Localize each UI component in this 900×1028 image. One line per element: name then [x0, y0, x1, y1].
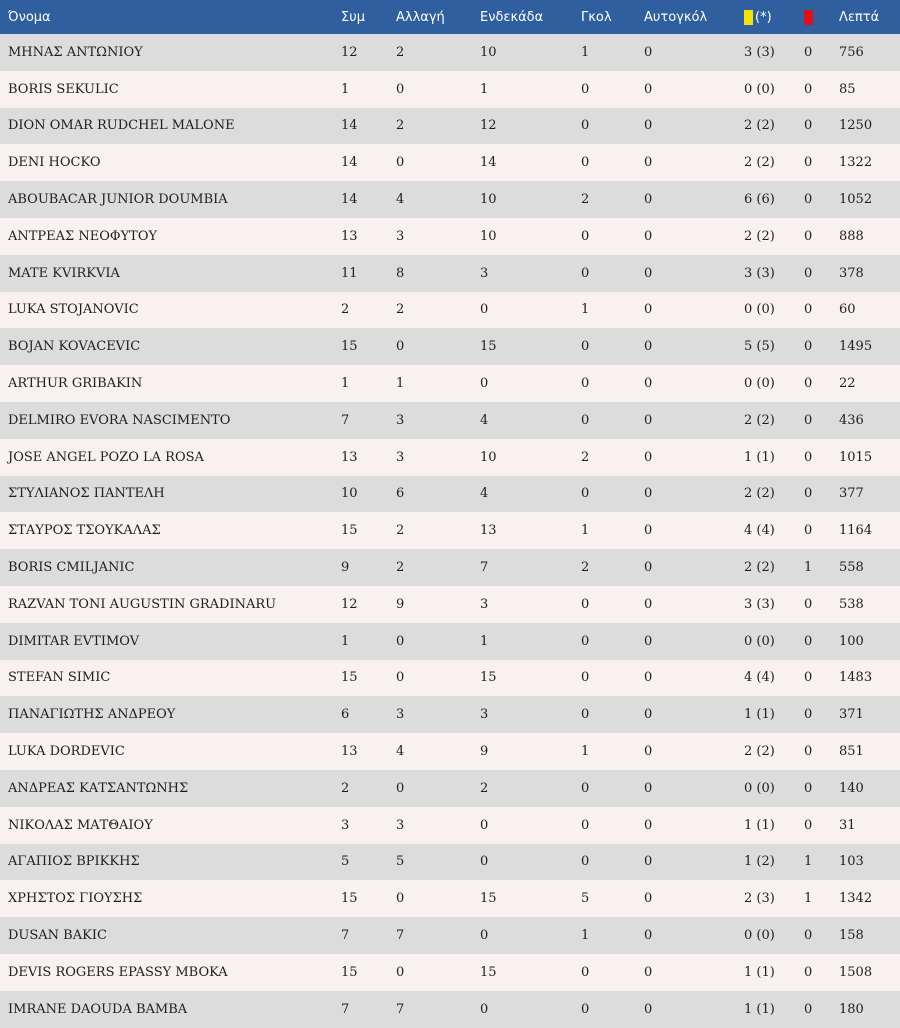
table-row	[0, 512, 900, 549]
yellow-cards-cell: 4 (4)	[744, 523, 775, 539]
subs-cell: 3	[396, 817, 405, 833]
minutes-cell: 1483	[839, 670, 873, 686]
yellow-cards-cell: 6 (6)	[744, 192, 775, 208]
minutes-cell: 371	[839, 707, 864, 723]
table-row	[0, 954, 900, 991]
yellow-cards-cell: 2 (2)	[744, 155, 775, 171]
own-goals-cell: 0	[644, 302, 653, 318]
goals-cell: 1	[581, 44, 590, 60]
yellow-cards-cell: 2 (2)	[744, 744, 775, 760]
apps-cell: 5	[341, 854, 350, 870]
own-goals-cell: 0	[644, 891, 653, 907]
own-goals-cell: 0	[644, 633, 653, 649]
yellow-cards-cell: 2 (3)	[744, 891, 775, 907]
table-row	[0, 623, 900, 660]
minutes-cell: 888	[839, 228, 864, 244]
subs-cell: 3	[396, 707, 405, 723]
starts-cell: 15	[480, 964, 497, 980]
apps-cell: 7	[341, 928, 350, 944]
starts-cell: 0	[480, 928, 489, 944]
player-name: ARTHUR GRIBAKIN	[8, 376, 143, 392]
minutes-cell: 1164	[839, 523, 873, 539]
table-row	[0, 844, 900, 881]
own-goals-cell: 0	[644, 670, 653, 686]
table-row	[0, 71, 900, 108]
own-goals-cell: 0	[644, 928, 653, 944]
starts-cell: 3	[480, 707, 489, 723]
apps-cell: 14	[341, 192, 358, 208]
red-cards-cell: 0	[804, 1001, 813, 1017]
starts-cell: 4	[480, 486, 489, 502]
starts-cell: 0	[480, 302, 489, 318]
header-subs[interactable]: Αλλαγή	[396, 9, 445, 25]
subs-cell: 1	[396, 376, 405, 392]
table-row	[0, 328, 900, 365]
starts-cell: 0	[480, 817, 489, 833]
minutes-cell: 538	[839, 596, 864, 612]
own-goals-cell: 0	[644, 523, 653, 539]
apps-cell: 11	[341, 265, 358, 281]
goals-cell: 0	[581, 339, 590, 355]
apps-cell: 1	[341, 376, 350, 392]
table-row	[0, 807, 900, 844]
subs-cell: 0	[396, 964, 405, 980]
subs-cell: 4	[396, 744, 405, 760]
starts-cell: 10	[480, 44, 497, 60]
own-goals-cell: 0	[644, 486, 653, 502]
starts-cell: 1	[480, 633, 489, 649]
apps-cell: 7	[341, 1001, 350, 1017]
own-goals-cell: 0	[644, 412, 653, 428]
player-name: DEVIS ROGERS EPASSY MBOKA	[8, 964, 228, 980]
subs-cell: 7	[396, 1001, 405, 1017]
goals-cell: 0	[581, 81, 590, 97]
red-card-icon	[804, 10, 813, 25]
yellow-cards-cell: 0 (0)	[744, 376, 775, 392]
goals-cell: 0	[581, 376, 590, 392]
red-cards-cell: 0	[804, 596, 813, 612]
goals-cell: 1	[581, 928, 590, 944]
red-cards-cell: 0	[804, 118, 813, 134]
apps-cell: 3	[341, 817, 350, 833]
header-minutes[interactable]: Λεπτά	[839, 9, 880, 25]
table-row	[0, 144, 900, 181]
starts-cell: 0	[480, 854, 489, 870]
player-name: BOJAN KOVACEVIC	[8, 339, 141, 355]
goals-cell: 0	[581, 1001, 590, 1017]
goals-cell: 0	[581, 707, 590, 723]
red-cards-cell: 0	[804, 928, 813, 944]
own-goals-cell: 0	[644, 376, 653, 392]
own-goals-cell: 0	[644, 192, 653, 208]
table-header-row	[0, 0, 900, 34]
yellow-cards-cell: 0 (0)	[744, 302, 775, 318]
minutes-cell: 31	[839, 817, 856, 833]
goals-cell: 0	[581, 854, 590, 870]
player-name: DELMIRO EVORA NASCIMENTO	[8, 412, 231, 428]
yellow-card-icon	[744, 10, 753, 25]
starts-cell: 2	[480, 780, 489, 796]
own-goals-cell: 0	[644, 707, 653, 723]
goals-cell: 0	[581, 596, 590, 612]
table-row	[0, 733, 900, 770]
red-cards-cell: 0	[804, 633, 813, 649]
red-cards-cell: 0	[804, 964, 813, 980]
minutes-cell: 22	[839, 376, 856, 392]
minutes-cell: 103	[839, 854, 864, 870]
subs-cell: 0	[396, 633, 405, 649]
player-name: BORIS CMILJANIC	[8, 560, 135, 576]
player-name: ΑΓΑΠΙΟΣ ΒΡΙΚΚΗΣ	[8, 854, 140, 870]
table-row	[0, 108, 900, 145]
minutes-cell: 85	[839, 81, 856, 97]
apps-cell: 12	[341, 44, 358, 60]
own-goals-cell: 0	[644, 744, 653, 760]
red-cards-cell: 0	[804, 265, 813, 281]
minutes-cell: 436	[839, 412, 864, 428]
subs-cell: 7	[396, 928, 405, 944]
starts-cell: 10	[480, 228, 497, 244]
yellow-cards-cell: 2 (2)	[744, 412, 775, 428]
table-row	[0, 402, 900, 439]
player-name: BORIS SEKULIC	[8, 81, 119, 97]
player-name: LUKA STOJANOVIC	[8, 302, 139, 318]
starts-cell: 7	[480, 560, 489, 576]
table-row	[0, 365, 900, 402]
subs-cell: 5	[396, 854, 405, 870]
own-goals-cell: 0	[644, 81, 653, 97]
goals-cell: 0	[581, 265, 590, 281]
own-goals-cell: 0	[644, 339, 653, 355]
red-cards-cell: 0	[804, 412, 813, 428]
yellow-cards-cell: 2 (2)	[744, 486, 775, 502]
goals-cell: 0	[581, 817, 590, 833]
apps-cell: 2	[341, 780, 350, 796]
subs-cell: 0	[396, 339, 405, 355]
minutes-cell: 100	[839, 633, 864, 649]
starts-cell: 10	[480, 449, 497, 465]
table-row	[0, 34, 900, 71]
table-row	[0, 696, 900, 733]
apps-cell: 13	[341, 228, 358, 244]
goals-cell: 0	[581, 964, 590, 980]
starts-cell: 9	[480, 744, 489, 760]
goals-cell: 2	[581, 449, 590, 465]
goals-cell: 0	[581, 118, 590, 134]
apps-cell: 13	[341, 744, 358, 760]
red-cards-cell: 0	[804, 155, 813, 171]
player-name: JOSE ANGEL POZO LA ROSA	[8, 449, 204, 465]
yellow-cards-cell: 5 (5)	[744, 339, 775, 355]
player-name: DIMITAR EVTIMOV	[8, 633, 140, 649]
subs-cell: 2	[396, 44, 405, 60]
subs-cell: 3	[396, 449, 405, 465]
yellow-cards-cell: 4 (4)	[744, 670, 775, 686]
yellow-cards-cell: 3 (3)	[744, 265, 775, 281]
player-name: ΑΝΔΡΕΑΣ ΚΑΤΣΑΝΤΩΝΗΣ	[8, 780, 189, 796]
red-cards-cell: 0	[804, 302, 813, 318]
header-red-cards[interactable]	[804, 0, 839, 34]
goals-cell: 0	[581, 780, 590, 796]
header-name[interactable]: Όνομα	[8, 9, 51, 25]
own-goals-cell: 0	[644, 964, 653, 980]
goals-cell: 1	[581, 523, 590, 539]
player-name: IMRANE DAOUDA BAMBA	[8, 1001, 188, 1017]
goals-cell: 1	[581, 302, 590, 318]
red-cards-cell: 0	[804, 486, 813, 502]
player-name: LUKA DORDEVIC	[8, 744, 125, 760]
starts-cell: 3	[480, 265, 489, 281]
goals-cell: 0	[581, 633, 590, 649]
subs-cell: 6	[396, 486, 405, 502]
apps-cell: 12	[341, 596, 358, 612]
red-cards-cell: 1	[804, 560, 813, 576]
apps-cell: 15	[341, 523, 358, 539]
minutes-cell: 140	[839, 780, 864, 796]
starts-cell: 1	[480, 81, 489, 97]
own-goals-cell: 0	[644, 817, 653, 833]
yellow-cards-cell: 0 (0)	[744, 81, 775, 97]
own-goals-cell: 0	[644, 596, 653, 612]
red-cards-cell: 0	[804, 228, 813, 244]
apps-cell: 13	[341, 449, 358, 465]
player-name: ABOUBACAR JUNIOR DOUMBIA	[8, 192, 228, 208]
red-cards-cell: 0	[804, 81, 813, 97]
header-goals[interactable]: Γκολ	[581, 9, 612, 25]
goals-cell: 0	[581, 228, 590, 244]
header-own-goals[interactable]: Αυτογκόλ	[644, 9, 708, 25]
apps-cell: 6	[341, 707, 350, 723]
minutes-cell: 158	[839, 928, 864, 944]
minutes-cell: 1495	[839, 339, 873, 355]
table-row	[0, 917, 900, 954]
apps-cell: 15	[341, 964, 358, 980]
apps-cell: 1	[341, 81, 350, 97]
goals-cell: 1	[581, 744, 590, 760]
apps-cell: 2	[341, 302, 350, 318]
minutes-cell: 1322	[839, 155, 873, 171]
minutes-cell: 377	[839, 486, 864, 502]
minutes-cell: 1015	[839, 449, 873, 465]
subs-cell: 3	[396, 412, 405, 428]
own-goals-cell: 0	[644, 1001, 653, 1017]
subs-cell: 8	[396, 265, 405, 281]
goals-cell: 0	[581, 412, 590, 428]
apps-cell: 14	[341, 155, 358, 171]
subs-cell: 3	[396, 228, 405, 244]
table-row	[0, 218, 900, 255]
own-goals-cell: 0	[644, 854, 653, 870]
yellow-cards-cell: 1 (1)	[744, 964, 775, 980]
minutes-cell: 756	[839, 44, 864, 60]
starts-cell: 12	[480, 118, 497, 134]
table-row	[0, 880, 900, 917]
minutes-cell: 1052	[839, 192, 873, 208]
red-cards-cell: 0	[804, 707, 813, 723]
subs-cell: 0	[396, 81, 405, 97]
red-cards-cell: 1	[804, 891, 813, 907]
red-cards-cell: 0	[804, 523, 813, 539]
own-goals-cell: 0	[644, 228, 653, 244]
subs-cell: 9	[396, 596, 405, 612]
player-name: ΧΡΗΣΤΟΣ ΓΙΟΥΣΗΣ	[8, 891, 143, 907]
player-name: STEFAN SIMIC	[8, 670, 111, 686]
red-cards-cell: 0	[804, 376, 813, 392]
yellow-cards-cell: 0 (0)	[744, 780, 775, 796]
starts-cell: 15	[480, 339, 497, 355]
red-cards-cell: 0	[804, 780, 813, 796]
own-goals-cell: 0	[644, 118, 653, 134]
player-name: MATE KVIRKVIA	[8, 265, 120, 281]
own-goals-cell: 0	[644, 265, 653, 281]
table-row	[0, 439, 900, 476]
player-name: ΣΤΑΥΡΟΣ ΤΣΟΥΚΑΛΑΣ	[8, 523, 161, 539]
goals-cell: 0	[581, 670, 590, 686]
goals-cell: 0	[581, 486, 590, 502]
goals-cell: 5	[581, 891, 590, 907]
red-cards-cell: 0	[804, 744, 813, 760]
player-name: ΑΝΤΡΕΑΣ ΝΕΟΦΥΤΟΥ	[8, 228, 158, 244]
table-row	[0, 991, 900, 1028]
red-cards-cell: 0	[804, 44, 813, 60]
red-cards-cell: 1	[804, 854, 813, 870]
subs-cell: 0	[396, 780, 405, 796]
apps-cell: 15	[341, 339, 358, 355]
red-cards-cell: 0	[804, 192, 813, 208]
goals-cell: 2	[581, 560, 590, 576]
table-row	[0, 549, 900, 586]
yellow-cards-cell: 1 (1)	[744, 1001, 775, 1017]
own-goals-cell: 0	[644, 560, 653, 576]
own-goals-cell: 0	[644, 155, 653, 171]
subs-cell: 2	[396, 118, 405, 134]
starts-cell: 0	[480, 376, 489, 392]
subs-cell: 0	[396, 891, 405, 907]
table-row	[0, 770, 900, 807]
minutes-cell: 851	[839, 744, 864, 760]
apps-cell: 10	[341, 486, 358, 502]
starts-cell: 15	[480, 891, 497, 907]
apps-cell: 15	[341, 670, 358, 686]
red-cards-cell: 0	[804, 339, 813, 355]
starts-cell: 13	[480, 523, 497, 539]
player-name: DUSAN BAKIC	[8, 928, 107, 944]
yellow-cards-cell: 3 (3)	[744, 596, 775, 612]
starts-cell: 4	[480, 412, 489, 428]
red-cards-cell: 0	[804, 670, 813, 686]
own-goals-cell: 0	[644, 44, 653, 60]
minutes-cell: 1508	[839, 964, 873, 980]
table-row	[0, 586, 900, 623]
player-name: RAZVAN TONI AUGUSTIN GRADINARU	[8, 596, 277, 612]
player-name: ΝΙΚΟΛΑΣ ΜΑΤΘΑΙΟΥ	[8, 817, 153, 833]
yellow-cards-cell: 1 (1)	[744, 707, 775, 723]
starts-cell: 0	[480, 1001, 489, 1017]
subs-cell: 4	[396, 192, 405, 208]
apps-cell: 1	[341, 633, 350, 649]
minutes-cell: 558	[839, 560, 864, 576]
yellow-cards-cell: 0 (0)	[744, 633, 775, 649]
minutes-cell: 378	[839, 265, 864, 281]
subs-cell: 0	[396, 670, 405, 686]
header-apps[interactable]: Συμ	[341, 9, 366, 25]
yellow-cards-cell: 2 (2)	[744, 228, 775, 244]
yellow-cards-cell: 2 (2)	[744, 118, 775, 134]
player-name: ΜΗΝΑΣ ΑΝΤΩΝΙΟΥ	[8, 44, 143, 60]
yellow-cards-cell: 2 (2)	[744, 560, 775, 576]
subs-cell: 2	[396, 560, 405, 576]
yellow-cards-cell: 3 (3)	[744, 44, 775, 60]
subs-cell: 0	[396, 155, 405, 171]
goals-cell: 0	[581, 155, 590, 171]
own-goals-cell: 0	[644, 449, 653, 465]
apps-cell: 15	[341, 891, 358, 907]
goals-cell: 2	[581, 192, 590, 208]
red-cards-cell: 0	[804, 449, 813, 465]
minutes-cell: 60	[839, 302, 856, 318]
table-row	[0, 660, 900, 697]
red-cards-cell: 0	[804, 817, 813, 833]
player-name: DENI HOCKO	[8, 155, 101, 171]
minutes-cell: 1342	[839, 891, 873, 907]
table-row	[0, 181, 900, 218]
starts-cell: 15	[480, 670, 497, 686]
player-name: ΠΑΝΑΓΙΩΤΗΣ ΑΝΔΡΕΟΥ	[8, 707, 176, 723]
yellow-card-note: (*)	[755, 9, 772, 25]
yellow-cards-cell: 1 (2)	[744, 854, 775, 870]
starts-cell: 14	[480, 155, 497, 171]
subs-cell: 2	[396, 302, 405, 318]
header-yellow-cards[interactable]	[744, 0, 804, 34]
starts-cell: 10	[480, 192, 497, 208]
apps-cell: 9	[341, 560, 350, 576]
own-goals-cell: 0	[644, 780, 653, 796]
minutes-cell: 180	[839, 1001, 864, 1017]
apps-cell: 14	[341, 118, 358, 134]
table-row	[0, 476, 900, 513]
yellow-cards-cell: 0 (0)	[744, 928, 775, 944]
header-starts[interactable]: Ενδεκάδα	[480, 9, 544, 25]
yellow-cards-cell: 1 (1)	[744, 449, 775, 465]
starts-cell: 3	[480, 596, 489, 612]
minutes-cell: 1250	[839, 118, 873, 134]
table-row	[0, 255, 900, 292]
player-name: DION OMAR RUDCHEL MALONE	[8, 118, 235, 134]
yellow-cards-cell: 1 (1)	[744, 817, 775, 833]
player-name: ΣΤΥΛΙΑΝΟΣ ΠΑΝΤΕΛΗ	[8, 486, 165, 502]
subs-cell: 2	[396, 523, 405, 539]
table-row	[0, 292, 900, 329]
apps-cell: 7	[341, 412, 350, 428]
